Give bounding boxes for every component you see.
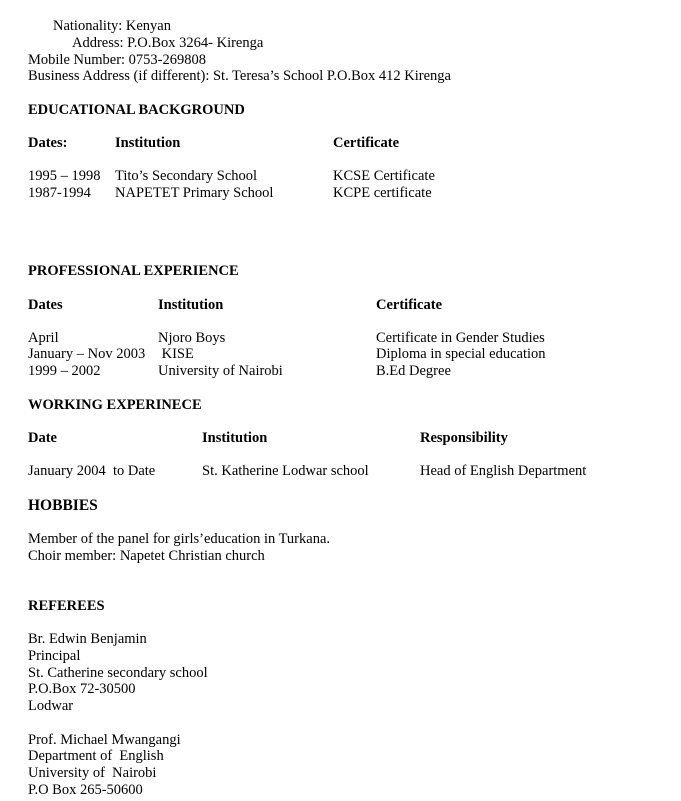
hobby-line: Member of the panel for girls’education in Turkana.: [28, 531, 331, 547]
working-row-institution: St. Katherine Lodwar school: [202, 463, 369, 479]
referee2-line: P.O Box 265-50600: [28, 782, 143, 798]
professional-row-certificate: Diploma in special education: [376, 346, 546, 362]
professional-row-institution: University of Nairobi: [158, 363, 283, 379]
professional-col-dates: Dates: [28, 297, 63, 313]
education-row-certificate: KCSE Certificate: [333, 168, 435, 184]
referee1-line: P.O.Box 72-30500: [28, 681, 136, 697]
working-col-institution: Institution: [202, 430, 268, 446]
referee1-line: Br. Edwin Benjamin: [28, 631, 147, 647]
professional-row-date: 1999 – 2002: [28, 363, 101, 379]
working-row-responsibility: Head of English Department: [420, 463, 587, 479]
nationality: Nationality: Kenyan: [53, 18, 171, 34]
education-heading: EDUCATIONAL BACKGROUND: [28, 102, 245, 118]
professional-row-date: April: [28, 330, 59, 346]
education-row-date: 1987-1994: [28, 185, 91, 201]
professional-row-certificate: B.Ed Degree: [376, 363, 451, 379]
education-col-certificate: Certificate: [333, 135, 400, 151]
referee1-line: St. Catherine secondary school: [28, 665, 208, 681]
education-row-institution: Tito’s Secondary School: [115, 168, 258, 184]
business-address: Business Address (if different): St. Teresa’s School P.O.Box 412 Kirenga: [28, 68, 451, 84]
professional-col-institution: Institution: [158, 297, 224, 313]
referee1-line: Principal: [28, 648, 81, 664]
working-row-date: January 2004 to Date: [28, 463, 156, 479]
address: Address: P.O.Box 3264- Kirenga: [72, 35, 264, 51]
education-row-institution: NAPETET Primary School: [115, 185, 274, 201]
hobbies-heading: HOBBIES: [28, 497, 98, 514]
professional-row-institution: Njoro Boys: [158, 330, 226, 346]
professional-row-institution: KISE: [158, 346, 194, 362]
education-col-institution: Institution: [115, 135, 181, 151]
working-heading: WORKING EXPERINECE: [28, 397, 202, 413]
working-col-date: Date: [28, 430, 57, 446]
referee2-line: Prof. Michael Mwangangi: [28, 732, 181, 748]
working-col-responsibility: Responsibility: [420, 430, 508, 446]
mobile-number: Mobile Number: 0753-269808: [28, 52, 207, 68]
referee2-line: Department of English: [28, 748, 164, 764]
professional-heading: PROFESSIONAL EXPERIENCE: [28, 263, 239, 279]
referees-heading: REFEREES: [28, 598, 105, 614]
hobby-line: Choir member: Napetet Christian church: [28, 548, 265, 564]
referee2-line: University of Nairobi: [28, 765, 157, 781]
professional-col-certificate: Certificate: [376, 297, 443, 313]
education-row-date: 1995 – 1998: [28, 168, 101, 184]
professional-row-certificate: Certificate in Gender Studies: [376, 330, 545, 346]
referee1-line: Lodwar: [28, 698, 74, 714]
professional-row-date: January – Nov 2003: [28, 346, 146, 362]
education-col-dates: Dates:: [28, 135, 68, 151]
education-row-certificate: KCPE certificate: [333, 185, 432, 201]
